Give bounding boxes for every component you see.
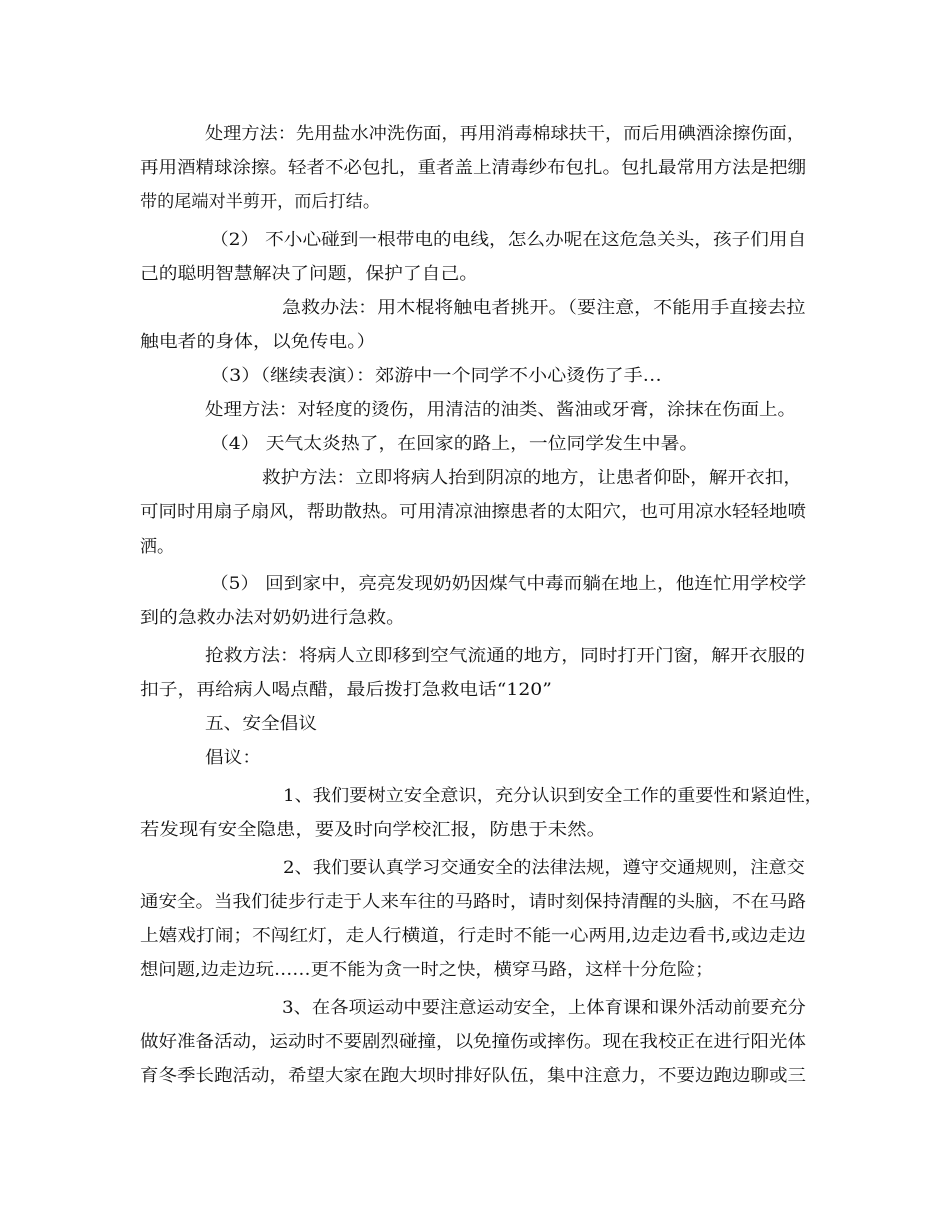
text-line: 想问题,边走边玩……更不能为贪一时之快，横穿马路，这样十分危险； (140, 960, 714, 980)
text-line: （5） 回到家中，亮亮发现奶奶因煤气中毒而躺在地上，他连忙用学校学 (210, 574, 807, 594)
text-line: 3、在各项运动中要注意运动安全，上体育课和课外活动前要充分 (282, 998, 806, 1018)
text-line: 处理方法：先用盐水冲洗伤面，再用消毒棉球扶干，而后用碘酒涂擦伤面， (205, 124, 805, 144)
text-line: 倡议： (205, 748, 261, 768)
text-line: 触电者的身体，以免传电。） (140, 332, 376, 352)
text-line: 可同时用扇子扇风，帮助散热。可用清凉油擦患者的太阳穴，也可用凉水轻轻地喷 (140, 502, 806, 522)
text-line: （4） 天气太炎热了，在回家的路上，一位同学发生中暑。 (210, 434, 699, 454)
text-line: 带的尾端对半剪开，而后打结。 (140, 192, 380, 212)
text-line: 再用酒精球涂擦。轻者不必包扎，重者盖上清毒纱布包扎。包扎最常用方法是把绷 (140, 158, 806, 178)
text-line: 洒。 (140, 537, 174, 557)
text-line: （3）（继续表演）：郊游中一个同学不小心烫伤了手… (210, 366, 662, 386)
text-line: （2） 不小心碰到一根带电的电线，怎么办呢在这危急关头，孩子们用自 (210, 230, 807, 250)
text-line: 通安全。当我们徒步行走于人来车往的马路时，请时刻保持清醒的头脑，不在马路 (140, 892, 806, 912)
text-line: 到的急救办法对奶奶进行急救。 (140, 608, 405, 628)
text-line: 扣子，再给病人喝点醋，最后拨打急救电话“120” (140, 680, 552, 700)
text-line: 五、安全倡议 (205, 714, 317, 734)
text-line: 做好准备活动，运动时不要剧烈碰撞，以免撞伤或摔伤。现在我校正在进行阳光体 (140, 1032, 806, 1052)
text-line: 1、我们要树立安全意识，充分认识到安全工作的重要性和紧迫性， (283, 786, 823, 806)
text-line: 救护方法：立即将病人抬到阴凉的地方，让患者仰卧，解开衣扣， (262, 468, 802, 488)
text-line: 若发现有安全隐患，要及时向学校汇报，防患于未然。 (140, 820, 606, 840)
text-line: 育冬季长跑活动，希望大家在跑大坝时排好队伍，集中注意力，不要边跑边聊或三 (140, 1066, 806, 1086)
text-line: 上嬉戏打闹；不闯红灯，走人行横道，行走时不能一心两用,边走边看书,或边走边 (140, 926, 806, 946)
text-line: 急救办法：用木棍将触电者挑开。（要注意，不能用手直接去拉 (282, 298, 806, 318)
text-line: 处理方法：对轻度的烫伤，用清洁的油类、酱油或牙膏，涂抹在伤面上。 (205, 400, 796, 420)
text-line: 2、我们要认真学习交通安全的法律法规，遵守交通规则，注意交 (283, 858, 805, 878)
text-line: 抢救方法：将病人立即移到空气流通的地方，同时打开门窗，解开衣服的 (205, 646, 805, 666)
text-line: 己的聪明智慧解决了问题，保护了自己。 (140, 264, 478, 284)
